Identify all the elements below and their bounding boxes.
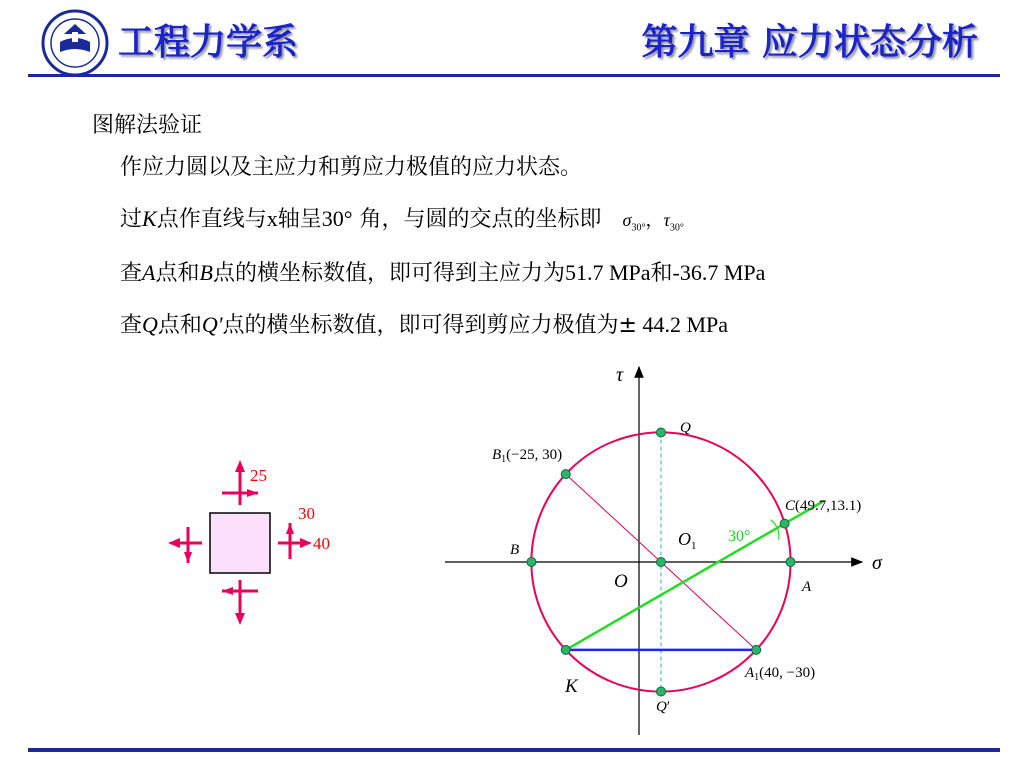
label-A1: $A_1(40$, −30) — [745, 665, 816, 683]
label-40: 40 — [313, 534, 330, 553]
label-B1: $B_1(-25$, 30) — [492, 447, 563, 465]
point-K — [561, 645, 570, 654]
max-shear-value: 44.2 MPa — [636, 312, 729, 337]
label-25: 25 — [250, 466, 267, 485]
chapter-title: 第九章 应力状态分析 — [641, 22, 978, 63]
header-rule — [28, 74, 1000, 77]
footer-rule — [28, 748, 1000, 752]
university-logo — [40, 8, 110, 78]
point-C — [780, 519, 789, 528]
element-square — [210, 513, 270, 573]
point-Qprime — [656, 687, 665, 696]
point-K-ref: K — [142, 206, 157, 231]
label-Qprime: Q′ — [656, 699, 671, 715]
mohr-circle-diagram — [430, 355, 900, 740]
text-line-2: 过K点作直线与x轴呈30° 角，与圆的交点的坐标即 $\sigma_{30^\circ}$，$\tau_{30^\circ}$ — [120, 206, 684, 234]
stress-element-diagram — [160, 455, 360, 630]
point-A1 — [752, 645, 761, 654]
point-O1 — [656, 558, 665, 567]
origin-label: O — [614, 571, 628, 592]
text-line-1: 作应力圆以及主应力和剪应力极值的应力状态。 — [120, 155, 583, 180]
section-heading: 图解法验证 — [92, 113, 203, 138]
point-A — [786, 558, 795, 567]
principal-stress-2: -36.7 MPa — [672, 260, 766, 285]
department-title: 工程力学系 — [118, 22, 299, 63]
label-O1: $O_1$ — [678, 529, 697, 552]
principal-stress-1: 51.7 MPa — [564, 260, 651, 285]
label-30deg: 30° — [728, 528, 751, 545]
tau-axis-label: τ — [616, 364, 624, 386]
label-A: A — [802, 579, 812, 595]
point-B1 — [561, 470, 570, 479]
sigma-axis-label: σ — [872, 552, 882, 574]
label-K: K — [565, 676, 578, 697]
point-B — [527, 558, 536, 567]
label-B: B — [510, 542, 520, 558]
text-line-4: 查Q点和Q'点的横坐标数值，即可得到剪应力极值为± 44.2 MPa — [120, 312, 729, 338]
label-Q: Q — [680, 420, 691, 436]
point-Q — [656, 428, 665, 437]
text-line-3: 查A点和B点的横坐标数值，即可得到主应力为51.7 MPa和-36.7 MPa — [120, 260, 766, 286]
label-C: C(49.7,13.1) — [785, 498, 862, 514]
label-30: 30 — [298, 504, 315, 523]
